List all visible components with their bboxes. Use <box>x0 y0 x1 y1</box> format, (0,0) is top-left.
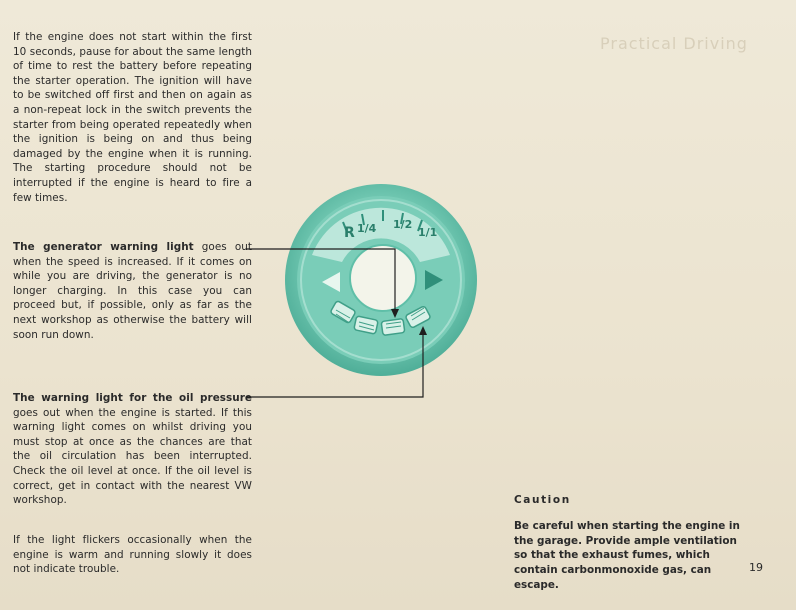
generator-text: goes out when the speed is increased. If it comes on while you are driving, the generator is no longer charging. In this case you can proceed but, if possible, only as far as the next workshop as otherwise the battery will soon run down. <box>13 241 252 341</box>
fuel-label-full: 1/1 <box>418 226 438 239</box>
bleed-through-text: Practical Driving <box>600 34 748 53</box>
fuel-label-quarter: 1/4 <box>357 222 377 235</box>
oil-text: goes out when the engine is started. If this warning light comes on whilst driving you must stop at once as the chances are that the oil circulation has been interrupted. Check the oil level at once. If the oil level is correct, get in contact with the nearest VW workshop. <box>13 406 252 507</box>
fuel-label-reserve: R <box>344 225 355 241</box>
intro-text: If the engine does not start within the first 10 seconds, pause for about the same length of time to rest the battery before repeating the starter operation. The ignition will have to be switched off first and then on again as a non-repeat lock in the switch prevents the starter from being operated repeatedly when the ignition is being on and thus being damaged by the engine when it is running. The starting procedure should not be interrupted if the engine is heard to fire a few times. <box>13 31 252 204</box>
generator-heading: The generator warning light <box>13 241 194 253</box>
flicker-text: If the light flickers occasionally when the engine is warm and running slowly it does not indicate trouble. <box>13 534 252 576</box>
caution-heading: Caution <box>514 494 571 506</box>
fuel-label-half: 1/2 <box>393 218 413 231</box>
gauge-center-cap <box>350 245 416 311</box>
page-number: 19 <box>749 561 763 574</box>
caution-text: Be careful when starting the engine in the garage. Provide ample ventilation so that the exhaust fumes, which contain carbonmonoxide gas, can escape. <box>514 520 740 591</box>
oil-heading: The warning light for the oil pressure <box>13 392 252 404</box>
